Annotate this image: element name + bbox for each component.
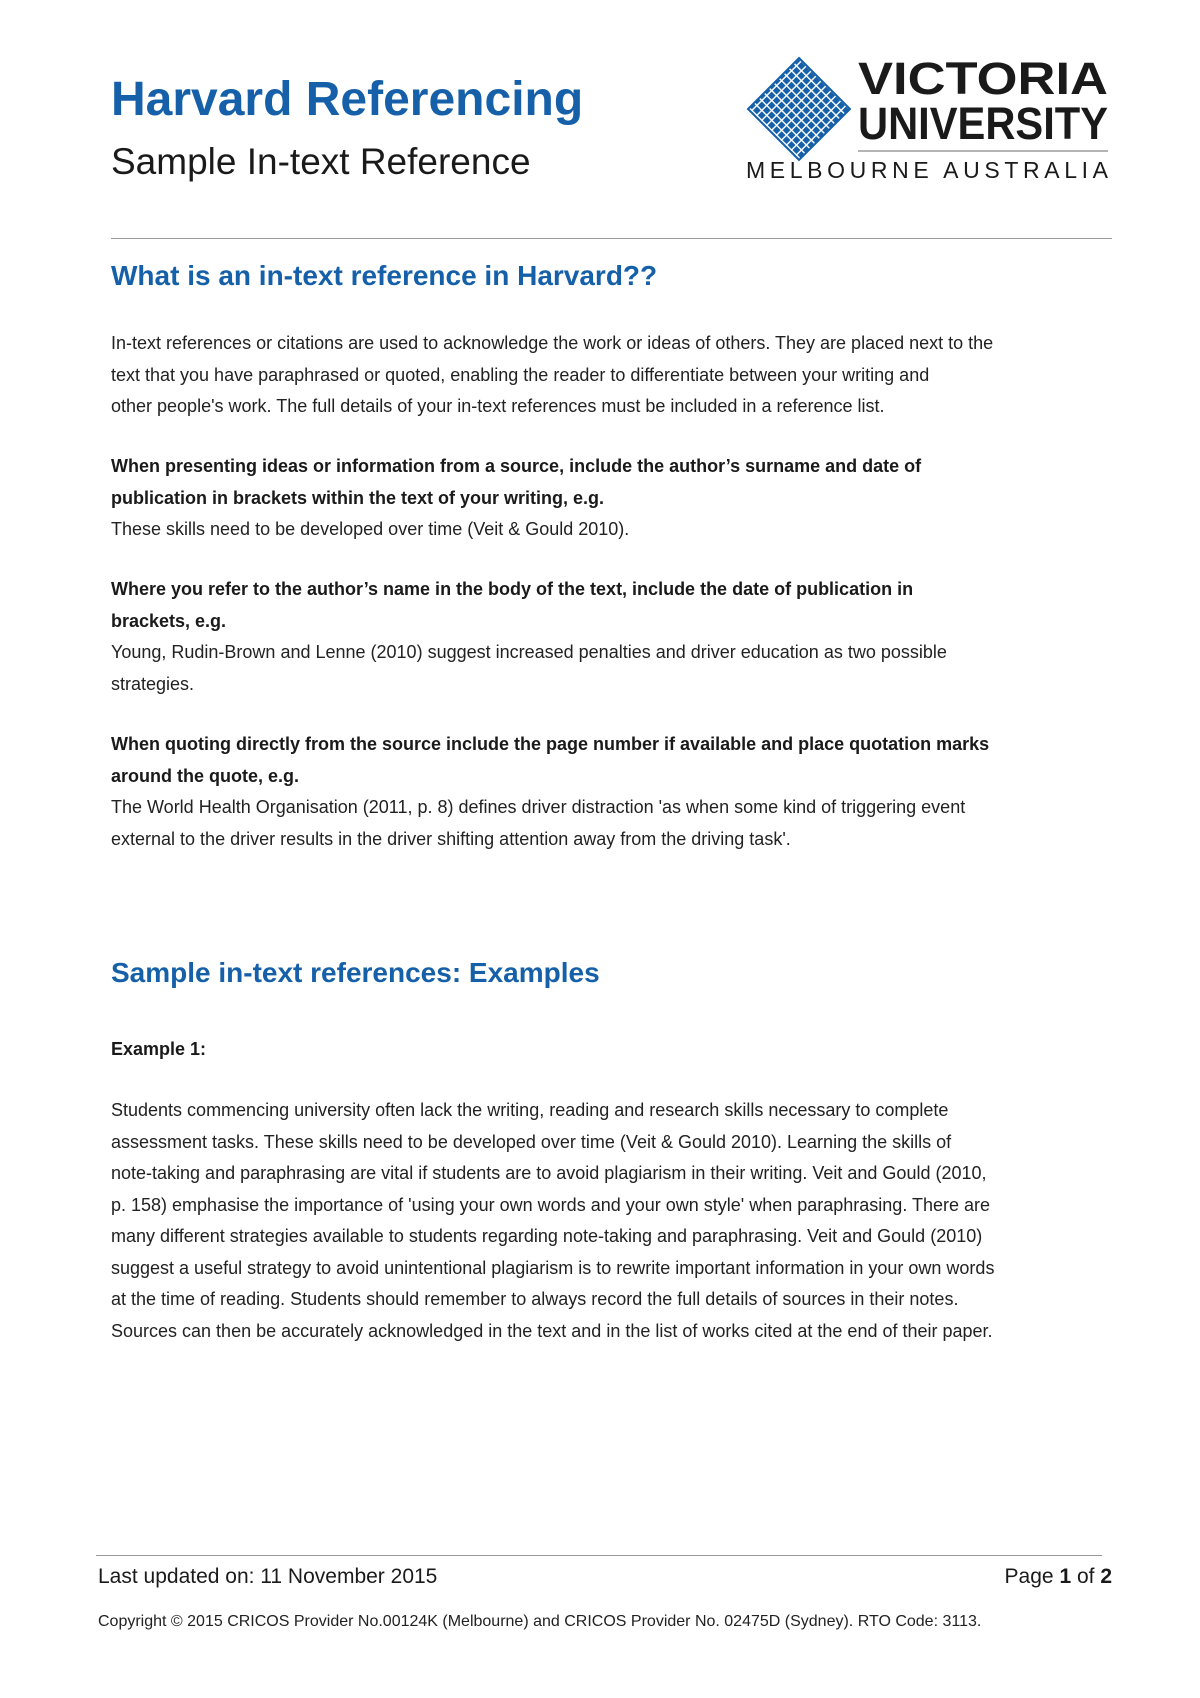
rule-text: publication in brackets within the text of your writing, e.g.	[111, 487, 605, 508]
example-text: These skills need to be developed over time (Veit & Gould 2010).	[111, 519, 630, 539]
diamond-emblem-icon	[748, 58, 850, 160]
logo-line-3: MELBOURNE AUSTRALIA	[746, 157, 1108, 182]
document-title: Harvard Referencing	[111, 73, 584, 126]
logo-line-1: VICTORIA	[858, 53, 1108, 104]
rule-text: When quoting directly from the source include the page number if available and place quotation marks	[111, 734, 990, 754]
rule-text: around the quote, e.g.	[111, 765, 299, 786]
text-line: note-taking and paraphrasing are vital if students are to avoid plagiarism in their writing. Veit and Gould (2010,	[111, 1163, 987, 1183]
text-line: suggest a useful strategy to avoid unintentional plagiarism is to rewrite important information in your own words	[111, 1257, 995, 1278]
copyright-notice: Copyright © 2015 CRICOS Provider No.00124K (Melbourne) and CRICOS Provider No. 02475D (Sydney). RTO Code: 3113.	[98, 1613, 982, 1630]
logo-line-2: UNIVERSITY	[858, 98, 1108, 149]
text-line: Students commencing university often lack the writing, reading and research skills necessary to complete	[111, 1100, 949, 1120]
text-line: many different strategies available to students regarding note-taking and paraphrasing. Veit and Gould (2010)	[111, 1226, 983, 1246]
rule-direct-quote	[111, 729, 1121, 855]
rule-text: When presenting ideas or information from a source, include the author’s surname and date of	[111, 456, 922, 476]
example-label: Example 1:	[111, 1039, 207, 1059]
text-line: assessment tasks. These skills need to be developed over time (Veit & Gould 2010). Learning the skills of	[111, 1131, 952, 1152]
section-heading-examples: Sample in-text references: Examples	[111, 957, 600, 988]
text-line: other people's work. The full details of your in-text references must be included in a reference list.	[111, 396, 885, 416]
rule-author-surname	[111, 451, 1121, 546]
example-text: external to the driver results in the driver shifting attention away from the driving task'.	[111, 828, 791, 849]
text-line: In-text references or citations are used to acknowledge the work or ideas of others. They are placed next to the	[111, 333, 994, 353]
text-line: text that you have paraphrased or quoted, enabling the reader to differentiate between your writing and	[111, 364, 930, 385]
section-heading-what-is: What is an in-text reference in Harvard??	[111, 260, 658, 291]
intro-paragraph	[111, 328, 1121, 423]
last-updated: Last updated on: 11 November 2015	[98, 1565, 438, 1588]
page-current: 1	[1059, 1565, 1072, 1588]
example-text: Young, Rudin-Brown and Lenne (2010) suggest increased penalties and driver education as two possible	[111, 642, 947, 662]
page-total: 2	[1100, 1565, 1112, 1588]
header-divider	[111, 238, 1112, 239]
rule-author-in-body	[111, 574, 1121, 700]
example-text: strategies.	[111, 673, 195, 694]
document-subtitle: Sample In-text Reference	[111, 141, 531, 182]
page-of: of	[1071, 1565, 1101, 1588]
victoria-university-logo	[742, 52, 1114, 182]
example-text: The World Health Organisation (2011, p. 8) defines driver distraction 'as when some kind of triggering event	[111, 797, 966, 817]
footer-divider	[96, 1555, 1102, 1556]
page-indicator	[1005, 1565, 1112, 1589]
rule-text: Where you refer to the author’s name in the body of the text, include the date of publication in	[111, 579, 914, 599]
page-prefix: Page	[1004, 1565, 1060, 1588]
text-line: Sources can then be accurately acknowledged in the text and in the list of works cited at the end of their paper.	[111, 1320, 993, 1341]
text-line: p. 158) emphasise the importance of 'using your own words and your own style' when paraphrasing. There are	[111, 1194, 991, 1215]
example-paragraph	[111, 1095, 1121, 1347]
text-line: at the time of reading. Students should remember to always record the full details of sources in their notes.	[111, 1289, 959, 1309]
rule-text: brackets, e.g.	[111, 610, 227, 631]
